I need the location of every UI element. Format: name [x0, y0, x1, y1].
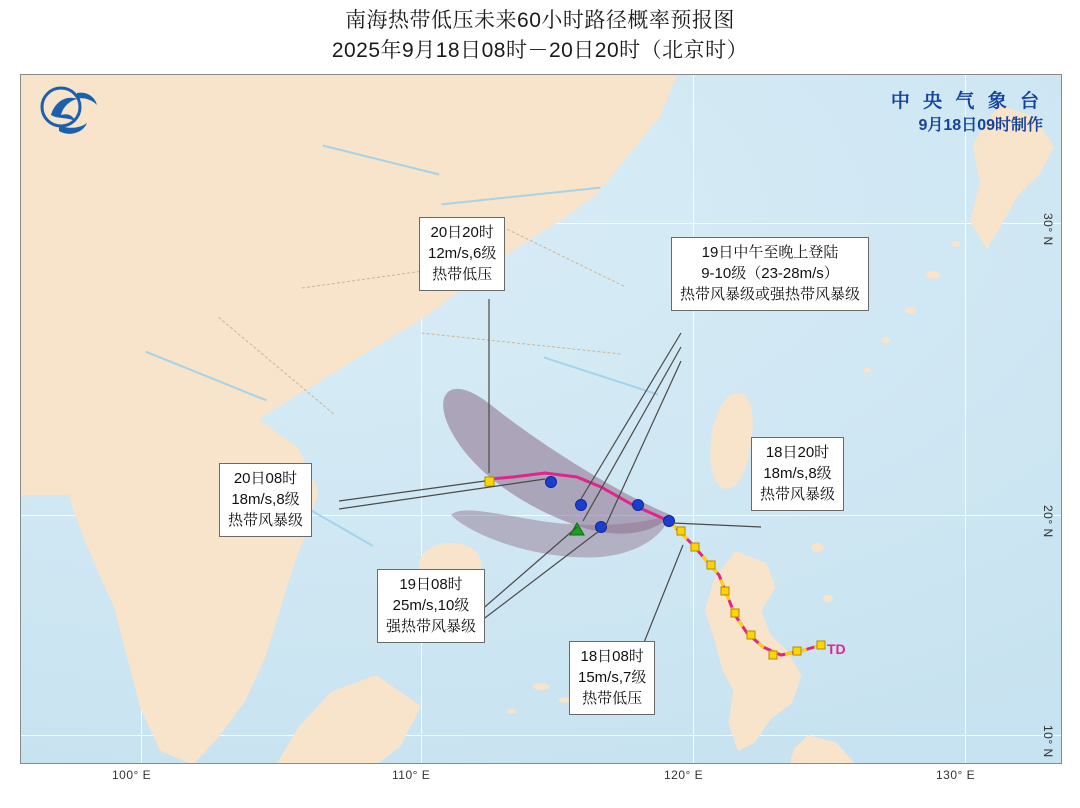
callout-line: 18日20时	[765, 444, 830, 461]
observed-track-highlight	[669, 521, 821, 655]
callout-line: 热带风暴级	[228, 512, 304, 529]
callout-18d08h	[569, 641, 655, 715]
callout-19d08h	[377, 569, 485, 643]
lat-tick-10n: 10° N	[1041, 725, 1055, 758]
callout-line: 18m/s,8级	[763, 465, 832, 482]
callout-line: 热带低压	[432, 266, 493, 283]
lat-tick-20n: 20° N	[1041, 505, 1055, 538]
agency-issue-time: 9月18日09时制作	[918, 117, 1043, 134]
forecast-map[interactable]	[20, 74, 1062, 764]
lat-tick-30n: 30° N	[1041, 213, 1055, 246]
page-title-line-1: 南海热带低压未来60小时路径概率预报图	[345, 9, 735, 32]
lon-tick-100e: 100° E	[112, 768, 152, 782]
chart-title-block	[0, 6, 1080, 66]
callout-18d20h	[751, 437, 844, 511]
callout-line: 19日中午至晚上登陆	[701, 244, 839, 261]
callout-line: 19日08时	[399, 576, 463, 593]
td-marker-label: TD	[827, 641, 846, 657]
track-points-observed	[677, 527, 825, 659]
callout-line: 12m/s,6级	[428, 245, 497, 262]
callout-line: 15m/s,7级	[578, 669, 647, 686]
page-title-line-2: 2025年9月18日08时－20日20时（北京时）	[331, 39, 749, 62]
callout-line: 热带低压	[582, 690, 643, 707]
callout-line: 18日08时	[580, 648, 644, 665]
agency-name: 中 央 气 象 台	[890, 91, 1043, 112]
callout-line: 20日08时	[233, 470, 298, 487]
agency-stamp	[891, 89, 1043, 137]
lon-tick-130e: 130° E	[936, 768, 976, 782]
callout-20d20h	[419, 217, 505, 291]
lon-tick-110e: 110° E	[392, 768, 431, 782]
callout-line: 9-10级（23-28m/s）	[701, 265, 839, 282]
callout-line: 18m/s,8级	[231, 491, 300, 508]
callout-line: 强热带风暴级	[386, 618, 477, 635]
callout-20d08h	[219, 463, 312, 537]
callout-line: 热带风暴级或强热带风暴级	[680, 286, 861, 303]
cma-dragon-logo-icon	[37, 85, 111, 153]
lon-tick-120e: 120° E	[664, 768, 704, 782]
callout-line: 20日20时	[430, 224, 494, 241]
track-vector-layer	[21, 75, 1061, 763]
callout-line: 热带风暴级	[760, 486, 836, 503]
callout-landfall	[671, 237, 869, 311]
callout-line: 25m/s,10级	[392, 597, 470, 614]
observed-track	[669, 521, 821, 655]
